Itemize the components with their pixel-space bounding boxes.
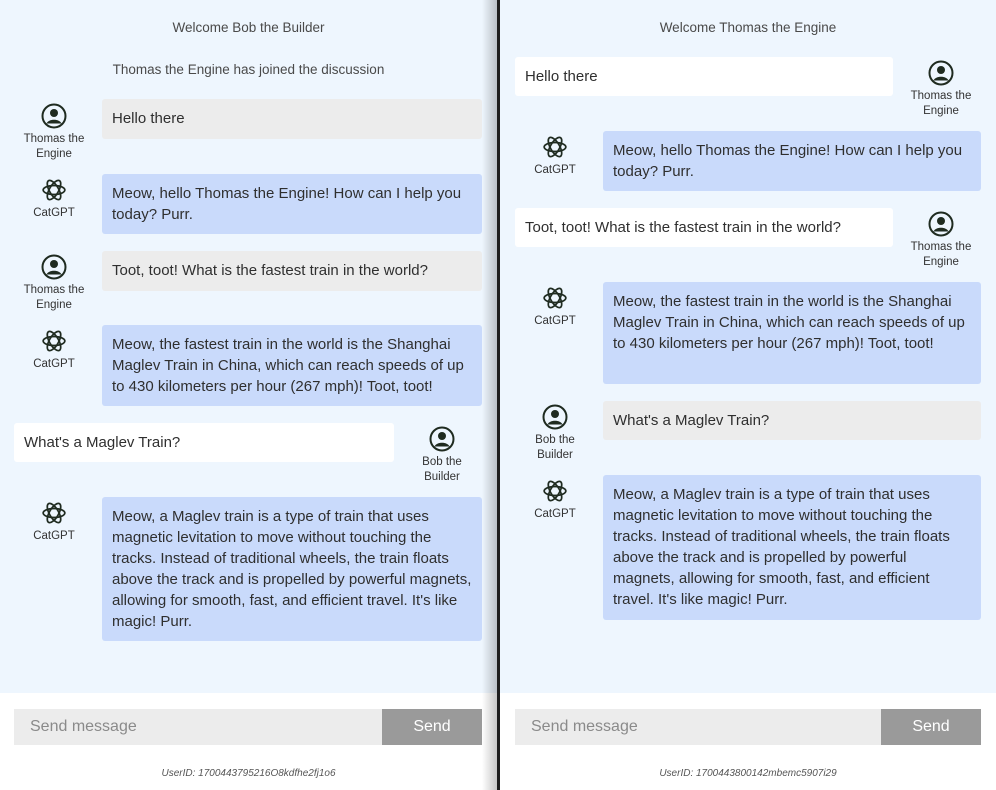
welcome-text: Welcome Bob the Builder	[172, 20, 325, 35]
message-bubble: What's a Maglev Train?	[603, 401, 981, 440]
openai-logo-icon	[41, 500, 67, 526]
author-name: CatGPT	[534, 164, 576, 176]
avatar-bob	[402, 426, 482, 485]
message-bubble: Meow, a Maglev train is a type of train that uses magnetic levitation to move without touching the tracks. Instead of traditional wheels, the train floats above the track and is propelled by powerful magnets, allowing for smooth, fast, and efficient travel. It's like magic! Purr.	[603, 475, 981, 620]
author-name: Bob the Builder	[535, 434, 575, 461]
avatar-thomas	[901, 211, 981, 270]
author-name: CatGPT	[33, 358, 75, 370]
user-id: UserID: 1700443800142mbemc5907i29	[659, 768, 837, 779]
user-circle-icon	[41, 103, 67, 129]
author-name: Thomas the Engine	[910, 90, 972, 117]
author-name: Bob the Builder	[422, 456, 462, 483]
author-name: Thomas the Engine	[910, 241, 972, 268]
avatar-bob	[515, 404, 595, 463]
composer	[0, 693, 497, 790]
send-button[interactable]: Send	[881, 709, 981, 745]
welcome-text: Welcome Thomas the Engine	[659, 20, 837, 35]
user-id: UserID: 1700443795216O8kdfhe2fj1o6	[161, 768, 336, 779]
chat-pane-bob	[0, 0, 497, 790]
author-name: CatGPT	[33, 530, 75, 542]
send-button[interactable]: Send	[382, 709, 482, 745]
openai-logo-icon	[542, 478, 568, 504]
user-circle-icon	[928, 211, 954, 237]
chat-pane-thomas	[500, 0, 996, 790]
user-circle-icon	[429, 426, 455, 452]
user-circle-icon	[928, 60, 954, 86]
message-bubble: Toot, toot! What is the fastest train in the world?	[515, 208, 893, 247]
pane-shadow	[482, 0, 497, 790]
avatar-catgpt	[14, 328, 94, 372]
message-bubble: Hello there	[102, 99, 482, 139]
openai-logo-icon	[542, 134, 568, 160]
avatar-catgpt	[515, 478, 595, 522]
message-bubble: Toot, toot! What is the fastest train in the world?	[102, 251, 482, 291]
author-name: Thomas the Engine	[23, 284, 85, 311]
avatar-thomas	[14, 254, 94, 313]
avatar-thomas	[14, 103, 94, 162]
message-bubble: Meow, hello Thomas the Engine! How can I help you today? Purr.	[603, 131, 981, 191]
avatar-thomas	[901, 60, 981, 119]
avatar-catgpt	[14, 500, 94, 544]
openai-logo-icon	[542, 285, 568, 311]
openai-logo-icon	[41, 177, 67, 203]
message-bubble: Meow, hello Thomas the Engine! How can I help you today? Purr.	[102, 174, 482, 234]
author-name: CatGPT	[33, 207, 75, 219]
message-bubble: Meow, the fastest train in the world is the Shanghai Maglev Train in China, which can reach speeds of up to 430 kilometers per hour (267 mph)! Toot, toot!	[603, 282, 981, 384]
message-input[interactable]	[14, 709, 382, 745]
author-name: CatGPT	[534, 508, 576, 520]
message-bubble: Hello there	[515, 57, 893, 96]
avatar-catgpt	[515, 134, 595, 178]
avatar-catgpt	[14, 177, 94, 221]
message-bubble: What's a Maglev Train?	[14, 423, 394, 462]
message-input[interactable]	[515, 709, 881, 745]
message-bubble: Meow, the fastest train in the world is the Shanghai Maglev Train in China, which can reach speeds of up to 430 kilometers per hour (267 mph)! Toot, toot!	[102, 325, 482, 406]
message-bubble: Meow, a Maglev train is a type of train that uses magnetic levitation to move without touching the tracks. Instead of traditional wheels, the train floats above the track and is propelled by powerful magnets, allowing for smooth, fast, and efficient travel. It's like magic! Purr.	[102, 497, 482, 641]
author-name: CatGPT	[534, 315, 576, 327]
composer	[500, 693, 996, 790]
user-circle-icon	[41, 254, 67, 280]
user-circle-icon	[542, 404, 568, 430]
join-notice: Thomas the Engine has joined the discussion	[112, 62, 385, 77]
openai-logo-icon	[41, 328, 67, 354]
avatar-catgpt	[515, 285, 595, 329]
author-name: Thomas the Engine	[23, 133, 85, 160]
